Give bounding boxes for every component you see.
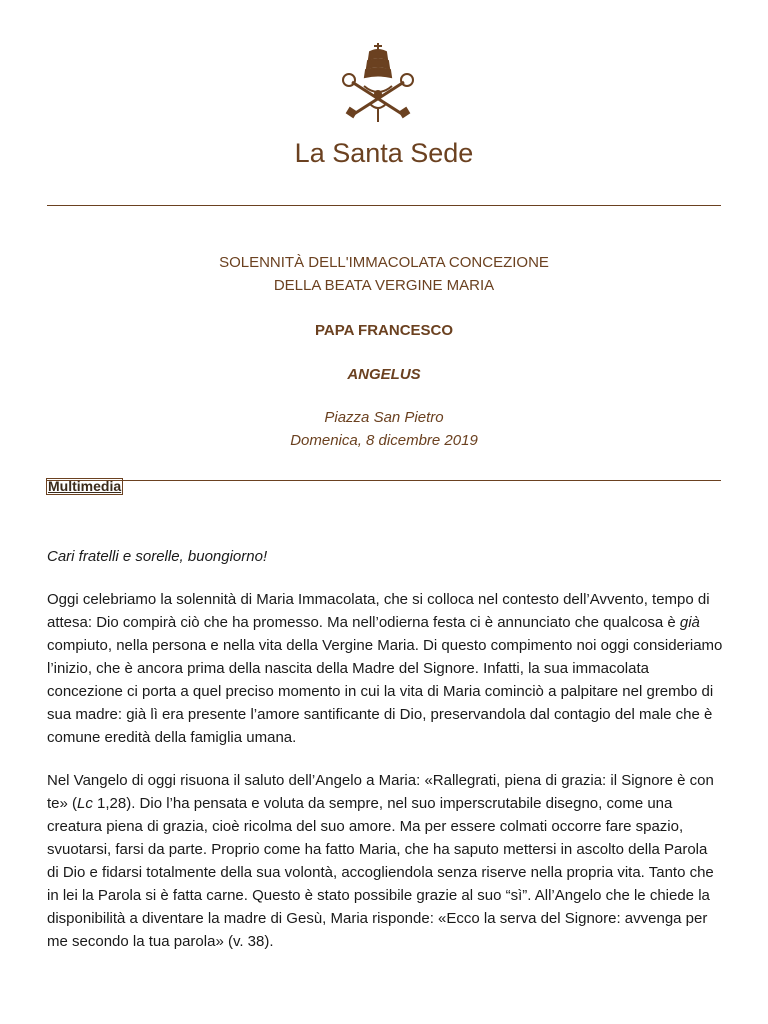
paragraph-2 (47, 769, 723, 953)
heading-line-1: SOLENNITÀ DELL'IMMACOLATA CONCEZIONE (219, 254, 549, 271)
greeting: Cari fratelli e sorelle, buongiorno! (47, 548, 268, 565)
multimedia-link[interactable]: Multimedia (48, 478, 122, 494)
paragraph-1-a: Oggi celebriamo la solennità di Maria Immacolata, che si colloca nel contesto dell’Avvento, tempo di attesa: Dio compirà ciò che ha promesso. Ma nell’odierna festa ci è annunciato che qualcosa è (47, 591, 710, 631)
site-title: La Santa Sede (294, 138, 474, 168)
heading-line-2: DELLA BEATA VERGINE MARIA (273, 277, 495, 294)
paragraph-1 (47, 588, 723, 749)
papal-coat-of-arms-icon (340, 42, 416, 124)
paragraph-2-a: Nel Vangelo di oggi risuona il saluto dell’Angelo a Maria: «Rallegrati, piena di grazia: il Signore è con te» ( (47, 772, 714, 812)
paragraph-2-emphasis: Lc (77, 795, 93, 812)
paragraph-2-b: 1,28). Dio l’ha pensata e voluta da sempre, nel suo imperscrutabile disegno, come una creatura piena di grazia, cioè ricolma del suo amore. Ma per essere colmati occorre fare spazio, svuotarsi, farsi da parte. Proprio come ha fatto Maria, che ha saputo mettersi in ascolto della Parola di Dio e fidarsi totalmente della sua volontà, accogliendola senza riserve nella propria vita. Tanto che in lei la Parola si è fatta carne. Questo è stato possibile grazie al suo “sì”. All’Angelo che le chiede la disponibilità a diventare la madre di Gesù, Maria risponde: «Ecco la serva del Signore: avvenga per me secondo la tua parola» (v. 38). (47, 795, 714, 950)
date: Domenica, 8 dicembre 2019 (290, 432, 478, 449)
place: Piazza San Pietro (324, 409, 444, 426)
document-type: ANGELUS (347, 366, 421, 383)
header-divider (47, 205, 721, 206)
section-divider (47, 480, 721, 481)
paragraph-1-b: compiuto, nella persona e nella vita della Vergine Maria. Di questo compimento noi oggi consideriamo l’inizio, che è ancora prima della nascita della Madre del Signore. Infatti, la sua immacolata concezione ci porta a quel preciso momento in cui la vita di Maria cominciò a palpitare nel grembo di sua madre: già lì era presente l’amore santificante di Dio, preservandola dal contagio del male che è comune eredità della famiglia umana. (47, 637, 723, 746)
body-text (47, 545, 723, 973)
paragraph-1-emphasis: già (679, 614, 700, 631)
author-name: PAPA FRANCESCO (314, 322, 454, 339)
